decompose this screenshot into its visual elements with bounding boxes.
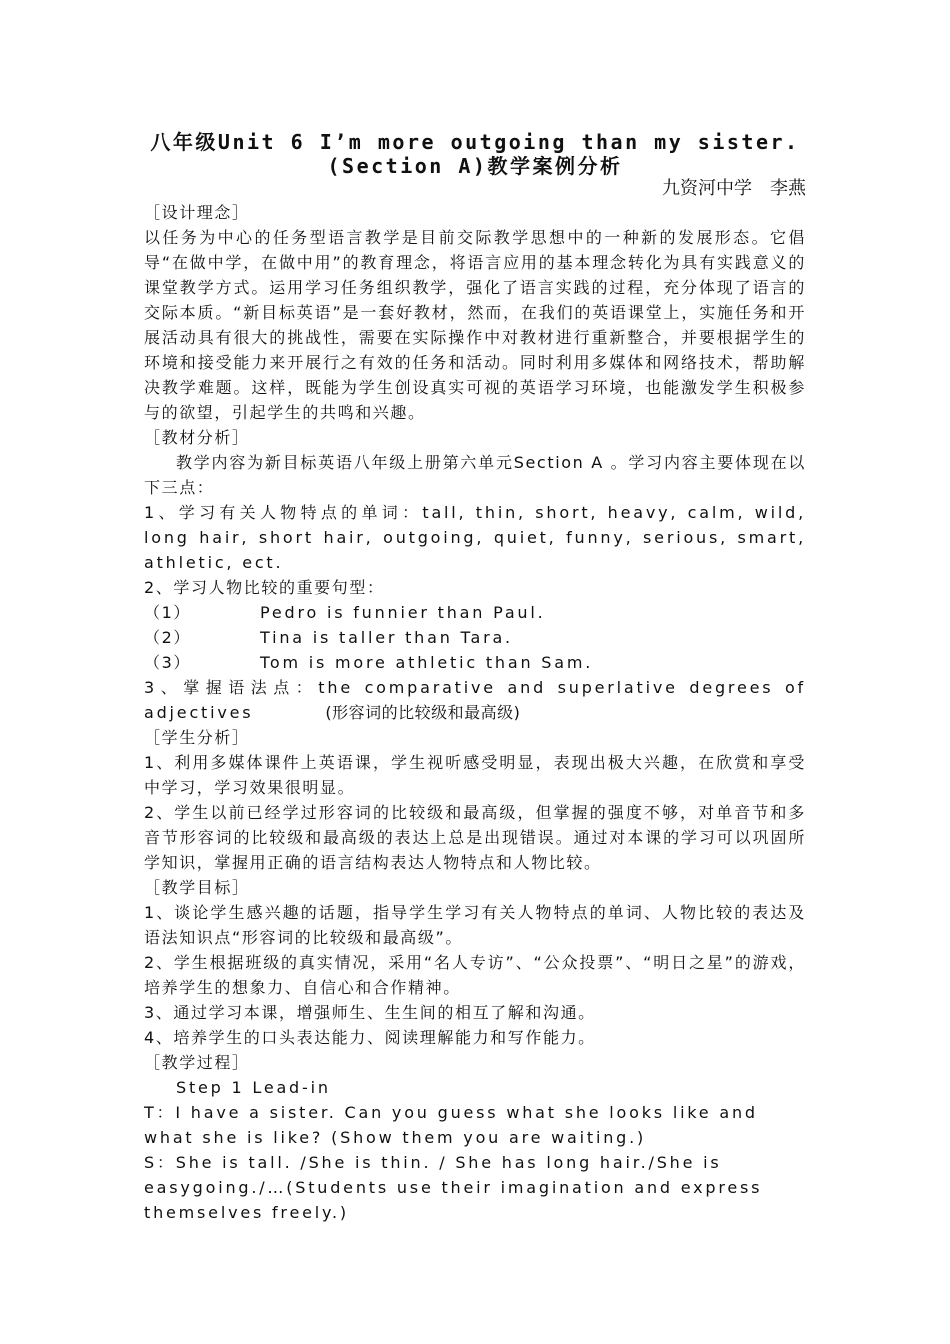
section-heading-students: ［学生分析］ [144,728,250,747]
students-point-2: 2、学生以前已经学过形容词的比较级和最高级，但掌握的强度不够，对单音节和多音节形容词的比较级和最高级的表达上总是出现错误。通过对本课的学习可以巩固所学知识，掌握用正确的语言结构表达人物特点和人物比较。 [144,803,806,872]
goal-3: 3、通过学习本课，增强师生、生生间的相互了解和沟通。 [144,1003,596,1022]
section-heading-goals: ［教学目标］ [144,878,250,897]
section-heading-process: ［教学过程］ [144,1053,250,1072]
example-text: Pedro is funnier than Paul. [260,603,546,622]
goal-4: 4、培养学生的口头表达能力、阅读理解能力和写作能力。 [144,1028,596,1047]
example-number: （1） [144,603,191,622]
goal-2: 2、学生根据班级的真实情况，采用“名人专访”、“公众投票”、“明日之星”的游戏，培养学生的想象力、自信心和合作精神。 [144,953,806,997]
material-point-2: 2、学习人物比较的重要句型： [144,578,385,597]
example-text: Tom is more athletic than Sam. [260,653,594,672]
example-number: （3） [144,653,191,672]
example-number: （2） [144,628,191,647]
goal-1: 1、谈论学生感兴趣的话题，指导学生学习有关人物特点的单词、人物比较的表达及语法知识点“形容词的比较级和最高级”。 [144,903,806,947]
example-sentence [144,625,806,650]
material-intro: 教学内容为新目标英语八年级上册第六单元Section A 。学习内容主要体现在以下三点： [144,453,806,497]
grammar-point-text: 3、掌握语法点：the comparative and superlative degrees of adjectives [144,678,806,722]
section-heading-design: ［设计理念］ [144,203,250,222]
students-point-1: 1、利用多媒体课件上英语课，学生视听感受明显，表现出极大兴趣，在欣赏和享受中学习，学习效果很明显。 [144,753,806,797]
document-title-line-2: (Section A)教学案例分析 [327,154,623,178]
document-body [144,200,806,1225]
document-title-line-1: 八年级Unit 6 I’m more outgoing than my sister. [150,130,800,154]
design-paragraph: 以任务为中心的任务型语言教学是目前交际教学思想中的一种新的发展形态。它倡导“在做中学，在做中用”的教育理念，将语言应用的基本理念转化为具有实践意义的课堂教学方式。运用学习任务组织教学，强化了语言实践的过程，充分体现了语言的交际本质。“新目标英语”是一套好教材，然而，在我们的英语课堂上，实施任务和开展活动具有很大的挑战性，需要在实际操作中对教材进行重新整合，并要根据学生的环境和接受能力来开展行之有效的任务和活动。同时利用多媒体和网络技术，帮助解决教学难题。这样，既能为学生创设真实可视的英语学习环境，也能激发学生积极参与的欲望，引起学生的共鸣和兴趣。 [144,228,806,422]
author-line: 九资河中学 李燕 [662,178,806,199]
section-heading-material: ［教材分析］ [144,428,250,447]
step-1-heading: Step 1 Lead-in [176,1078,331,1097]
example-sentence [144,650,806,675]
example-text: Tina is taller than Tara. [260,628,513,647]
material-point-3 [144,675,806,725]
teacher-line: T：I have a sister. Can you guess what she looks like and what she is like? (Show them you are waiting.) [144,1103,758,1147]
material-point-1: 1、学习有关人物特点的单词：tall, thin, short, heavy, calm, wild, long hair, short hair, outgoing, quiet, funny, serious, smart, athletic, ect. [144,503,806,572]
example-sentence [144,600,806,625]
student-line: S：She is tall. /She is thin. / She has long hair./She is easygoing./…(Students use their imagination and express themselves freely.) [144,1153,763,1222]
grammar-point-note: (形容词的比较级和最高级) [325,703,521,722]
